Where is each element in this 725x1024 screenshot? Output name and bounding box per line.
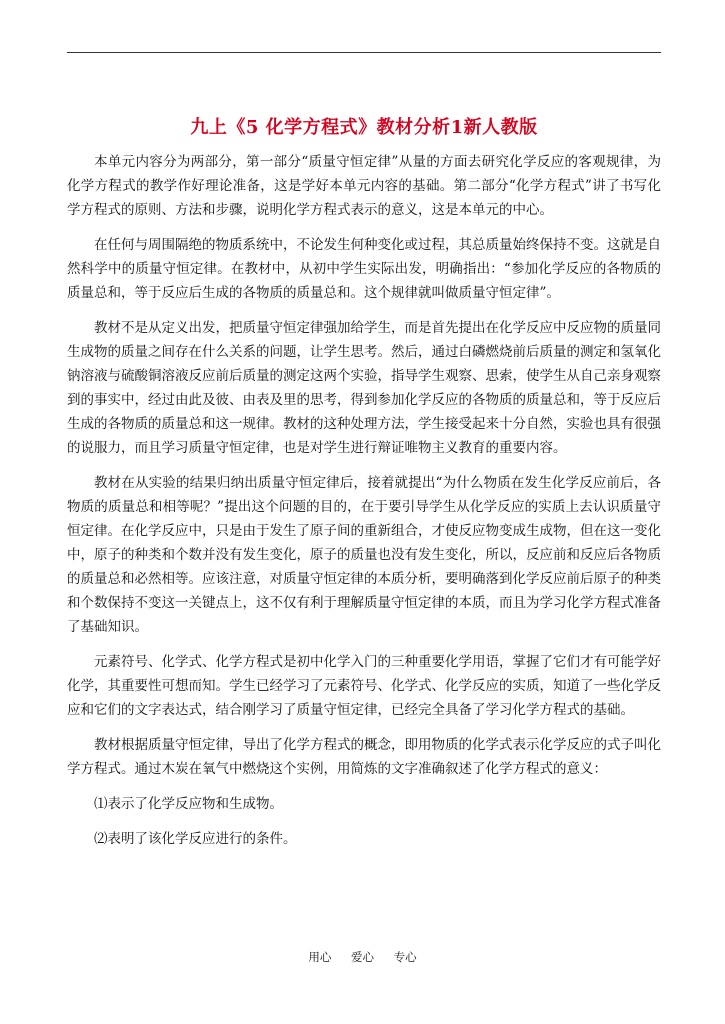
paragraph-6: 教材根据质量守恒定律，导出了化学方程式的概念，即用物质的化学式表示化学反应的式子叫化学方程式。通过木炭在氧气中燃烧这个实例，用简炼的文字准确叙述了化学方程式的意义： bbox=[67, 737, 661, 777]
page-footer bbox=[0, 949, 725, 965]
document-body bbox=[67, 150, 661, 862]
paragraph-5: 元素符号、化学式、化学方程式是初中化学入门的三种重要化学用语，掌握了它们才有可能学好化学，其重要性可想而知。学生已经学习了元素符号、化学式、化学反应的实质，知道了一些化学反应和它们的文字表达式，结合刚学习了质量守恒定律，已经完全具备了学习化学方程式的基础。 bbox=[67, 654, 661, 718]
paragraph-3: 教材不是从定义出发，把质量守恒定律强加给学生，而是首先提出在化学反应中反应物的质量同生成物的质量之间存在什么关系的问题，让学生思考。然后，通过白磷燃烧前后质量的测定和氢氧化钠溶液与硫酸铜溶液反应前后质量的测定这两个实验，指导学生观察、思索，使学生从自己亲身观察到的事实中，经过由此及彼、由表及里的思考，得到参加化学反应的各物质的质量总和，等于反应后生成的各物质的质量总和这一规律。教材的这种处理方法，学生接受起来十分自然，实验也具有很强的说服力，而且学习质量守恒定律，也是对学生进行辩证唯物主义教育的重要内容。 bbox=[67, 320, 661, 456]
paragraph-4: 教材在从实验的结果归纳出质量守恒定律后，接着就提出“为什么物质在发生化学反应前后，各物质的质量总和相等呢？”提出这个问题的目的，在于要引导学生从化学反应的实质上去认识质量守恒定律。在化学反应中，只是由于发生了原子间的重新组合，才使反应物变成生成物，但在这一变化中，原子的种类和个数并没有发生变化，原子的质量也没有发生变化，所以，反应前和反应后各物质的质量总和必然相等。应该注意，对质量守恒定律的本质分析，要明确落到化学反应前后原子的种类和个数保持不变这一关键点上，这不仅有利于理解质量守恒定律的本质，而且为学习化学方程式准备了基础知识。 bbox=[67, 475, 661, 635]
footer-word-2: 爱心 bbox=[351, 950, 374, 964]
paragraph-2: 在任何与周围隔绝的物质系统中，不论发生何种变化或过程，其总质量始终保持不变。这就是自然科学中的质量守恒定律。在教材中，从初中学生实际出发，明确指出：“参加化学反应的各物质的质量总和，等于反应后生成的各物质的质量总和。这个规律就叫做质量守恒定律”。 bbox=[67, 237, 661, 301]
footer-word-3: 专心 bbox=[393, 950, 417, 964]
list-item-1: ⑴表示了化学反应物和生成物。 bbox=[94, 796, 283, 812]
paragraph-1: 本单元内容分为两部分，第一部分“质量守恒定律”从量的方面去研究化学反应的客观规律，为化学方程式的教学作好理论准备，这是学好本单元内容的基础。第二部分“化学方程式”讲了书写化学方程式的原则、方法和步骤，说明化学方程式表示的意义，这是本单元的中心。 bbox=[67, 154, 661, 218]
header-rule bbox=[67, 52, 661, 53]
page-title: 九上《5 化学方程式》教材分析1新人教版 bbox=[190, 117, 538, 138]
footer-word-1: 用心 bbox=[308, 950, 332, 964]
list-item-2: ⑵表明了该化学反应进行的条件。 bbox=[94, 831, 297, 847]
